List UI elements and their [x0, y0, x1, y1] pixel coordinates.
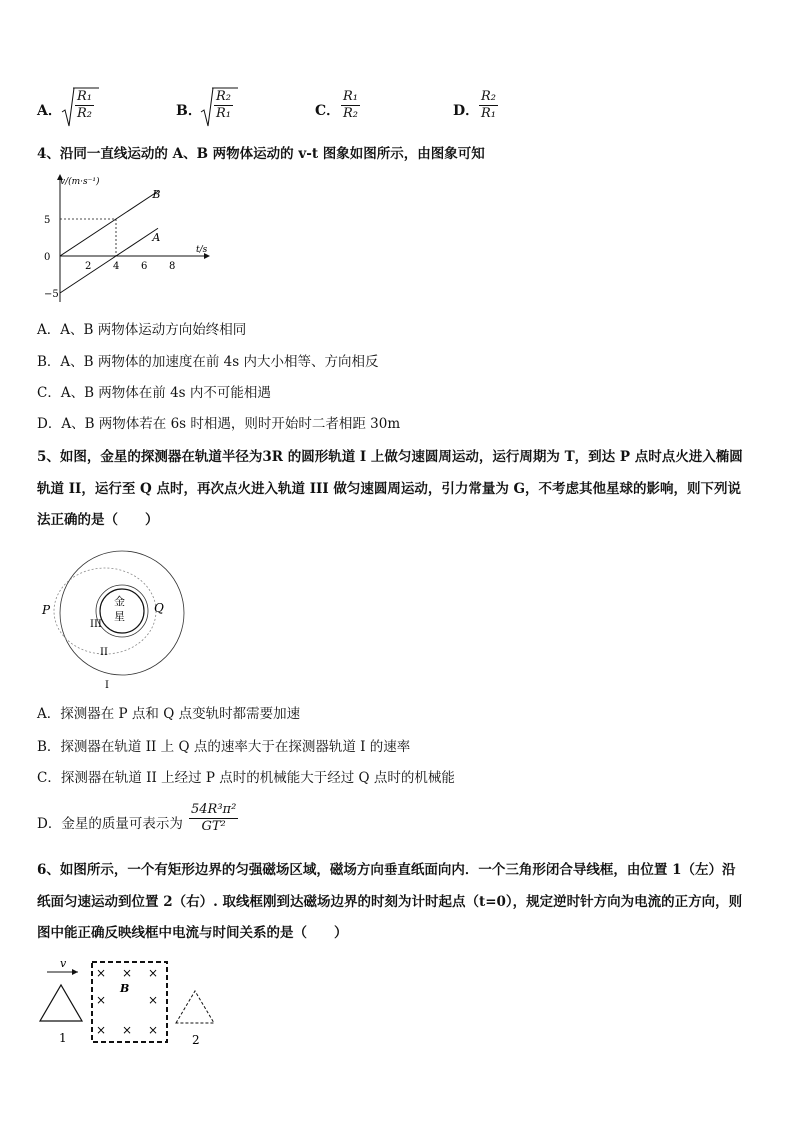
q6-stem-line-3: 图中能正确反映线框中电流与时间关系的是（ ） [37, 925, 348, 941]
y-tick-label: −5 [44, 289, 59, 300]
q6-stem-line-2: 纸面匀速运动到位置 2（右）. 取线框刚到达磁场边界的时刻为计时起点（t=0），规定逆时针方向为电流的正方向，则 [37, 894, 743, 910]
denominator: R₁ [481, 106, 496, 121]
fraction [214, 89, 233, 122]
field-cross-icon: × [122, 1023, 133, 1037]
field-cross-icon: × [122, 966, 133, 980]
planet-label-1: 金 [114, 595, 125, 608]
position-1-label: 1 [59, 1031, 67, 1045]
series-label-a: A [152, 231, 161, 245]
position-2-label: 2 [192, 1033, 200, 1047]
series-label-b: B [152, 188, 161, 202]
series-line-b [60, 191, 161, 256]
arrowhead-icon [72, 969, 78, 975]
numerator: R₂ [216, 89, 231, 104]
field-crosses [96, 966, 158, 1037]
triangle-position-2 [176, 991, 214, 1023]
orbit-i-label: I [105, 680, 109, 691]
y-axis-label: v/(m·s⁻¹) [60, 177, 100, 187]
q4-stem: 4、沿同一直线运动的 A、B 两物体运动的 v-t 图象如图所示，由图象可知 [37, 146, 485, 162]
triangle-position-1 [40, 985, 82, 1021]
option-label: B． [176, 103, 202, 119]
x-tick-label: 4 [113, 261, 120, 272]
point-p: P [42, 603, 51, 617]
chart-axes [57, 174, 210, 302]
field-cross-icon: × [96, 1023, 107, 1037]
q6-stem-line-1: 6、如图所示，一个有矩形边界的匀强磁场区域，磁场方向垂直纸面向内．一个三角形闭合导线框，由位置 1（左）沿 [37, 862, 736, 878]
q4-option-a[interactable]: A．A、B 两物体运动方向始终相同 [37, 322, 247, 338]
field-cross-icon: × [96, 993, 107, 1007]
option-label: C． [315, 103, 341, 119]
denominator: GT² [201, 819, 226, 834]
q4-option-b[interactable]: B．A、B 两物体的加速度在前 4s 内大小相等、方向相反 [37, 354, 379, 370]
numerator: R₁ [77, 89, 92, 104]
numerator: R₁ [343, 89, 358, 104]
fraction [479, 89, 498, 122]
numerator: 54R³π² [191, 802, 237, 817]
q3-options [37, 86, 757, 130]
numerator: R₂ [481, 89, 496, 104]
sqrt-icon [200, 86, 214, 130]
field-cross-icon: × [148, 966, 159, 980]
velocity-label: v [60, 957, 67, 970]
orbit-diagram [34, 548, 204, 698]
q4-option-c[interactable]: C．A、B 两物体在前 4s 内不可能相遇 [37, 385, 271, 401]
y-tick-label: 5 [44, 215, 51, 226]
field-cross-icon: × [148, 1023, 159, 1037]
sqrt-icon [61, 86, 75, 130]
y-tick-labels [44, 215, 59, 300]
field-cross-icon: × [148, 993, 159, 1007]
magnetic-field-diagram [34, 955, 224, 1050]
q5-option-d[interactable] [37, 814, 183, 834]
q5-stem-line-3: 法正确的是（ ） [37, 512, 159, 528]
x-tick-label: 2 [85, 261, 92, 272]
point-q: Q [154, 601, 164, 615]
option-label: D． [453, 103, 480, 119]
x-tick-label: 6 [141, 261, 148, 272]
x-axis-label: t/s [196, 245, 208, 255]
q5-option-b[interactable]: B．探测器在轨道 II 上 Q 点的速率大于在探测器轨道 I 的速率 [37, 739, 411, 755]
mass-formula [189, 802, 238, 835]
q5-option-a[interactable]: A．探测器在 P 点和 Q 点变轨时都需要加速 [37, 706, 301, 722]
x-tick-labels [85, 261, 175, 272]
y-tick-label: 0 [44, 252, 51, 263]
orbit-ii-label: II [100, 647, 108, 658]
option-label: A． [37, 103, 62, 119]
q4-option-d[interactable]: D．A、B 两物体若在 6s 时相遇，则时开始时二者相距 30m [37, 416, 401, 432]
fraction [341, 89, 360, 122]
x-tick-label: 8 [169, 261, 176, 272]
series-lines [60, 188, 160, 293]
option-d-label: D．金星的质量可表示为 [37, 816, 183, 832]
denominator: R₁ [216, 106, 231, 121]
denominator: R₂ [77, 106, 92, 121]
fraction [75, 89, 94, 122]
planet-label-2: 星 [114, 610, 125, 623]
field-label: B [120, 982, 130, 995]
orbit-iii-label: III [90, 619, 102, 630]
denominator: R₂ [343, 106, 358, 121]
q5-stem-line-2: 轨道 II，运行至 Q 点时，再次点火进入轨道 III 做匀速圆周运动，引力常量为 G，不考虑其他星球的影响，则下列说 [37, 481, 742, 497]
field-cross-icon: × [96, 966, 107, 980]
q5-stem-line-1: 5、如图，金星的探测器在轨道半径为3R 的圆形轨道 I 上做匀速圆周运动，运行周期为 T，到达 P 点时点火进入椭圆 [37, 449, 743, 465]
vt-chart [34, 170, 224, 308]
q5-option-c[interactable]: C．探测器在轨道 II 上经过 P 点时的机械能大于经过 Q 点时的机械能 [37, 770, 455, 786]
